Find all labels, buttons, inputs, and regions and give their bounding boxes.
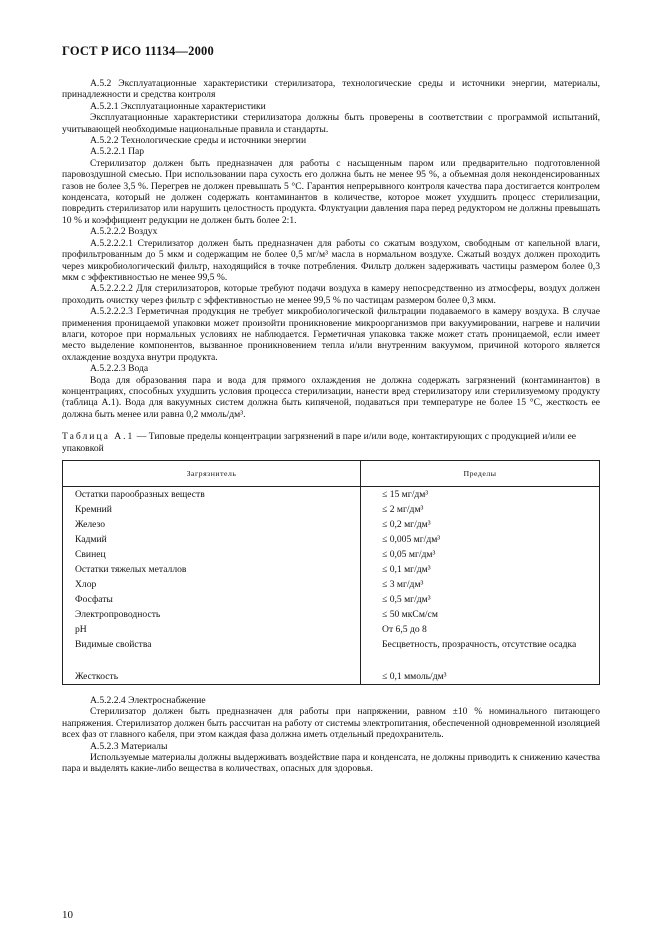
contaminant-cell: pH	[63, 622, 361, 637]
paragraph: А.5.2.2.2.2 Для стерилизаторов, которые требуют подачи воздуха в камеру непосредственно из атмосферы, воздух должен проходить очистку через фильтр с эффективностью не менее 99,5 % по частицам размером более 0,3 мкм.	[62, 283, 600, 306]
limit-cell: ≤ 0,05 мг/дм³	[361, 547, 600, 562]
paragraph: Вода для образования пара и вода для прямого охлаждения не должна содержать загрязнений (контаминантов) в концентрациях, способных ухудшить условия процесса стерилизации, нанести вред стерилизатору или стерилизуемому продукту (таблица А.1). Вода для вакуумных систем должна быть кипяченой, подаваться при температуре не более 15 °С, жесткость ее должна быть менее или равна 0,2 ммоль/дм³.	[62, 374, 600, 420]
contaminant-cell: Остатки тяжелых металлов	[63, 562, 361, 577]
contaminant-limits-table	[62, 460, 600, 685]
table-caption-label: Таблица А.1	[62, 431, 135, 443]
contaminant-cell: Кадмий	[63, 532, 361, 547]
limit-cell: ≤ 50 мкСм/см	[361, 607, 600, 622]
paragraph: Стерилизатор должен быть предназначен для работы при напряжении, равном ±10 % номинального питающего напряжения. Стерилизатор должен быть рассчитан на работу от системы электропитания, обеспеченной одновременной изоляцией всех фаз от главного кабеля, при этом каждая фаза должна иметь отдельный предохранитель.	[62, 706, 600, 741]
limit-cell: ≤ 0,2 мг/дм³	[361, 517, 600, 532]
limit-cell: ≤ 0,5 мг/дм³	[361, 592, 600, 607]
limit-cell: От 6,5 до 8	[361, 622, 600, 637]
table-row	[63, 669, 600, 685]
contaminant-cell: Остатки парообразных веществ	[63, 487, 361, 503]
contaminant-cell: Электропроводность	[63, 607, 361, 622]
contaminant-cell: Хлор	[63, 577, 361, 592]
column-header-limits: Пределы	[361, 461, 600, 487]
paragraph: Эксплуатационные характеристики стерилизатора должны быть проверены в соответствии с программой испытаний, учитывающей необходимые национальные правила и стандарты.	[62, 112, 600, 135]
table-row	[63, 547, 600, 562]
paragraph: А.5.2.2.2 Воздух	[90, 226, 158, 238]
body-top	[62, 78, 600, 420]
paragraph: Стерилизатор должен быть предназначен для работы с насыщенным паром или предварительно подготовленной паровоздушной смесью. При использовании пара сухость его должна быть не менее 95 %, а объемная доля неконденсированных газов не более 3,5 %. Перегрев не должен превышать 5 °С. Гарантия непрерывного контроля качества пара достигается контролем конденсата, который не должен содержать контаминантов в количестве, которое может ухудшить процесс стерилизации, повредить стерилизатор или нарушить целостность продукта. Флуктуации давления пара перед редуктором не должны превышать 10 % и коэффициент редукции не должен быть более 2:1.	[62, 157, 600, 226]
paragraph: А.5.2.2.4 Электроснабжение	[90, 695, 206, 706]
contaminant-cell: Видимые свойства	[63, 637, 361, 669]
paragraph: А.5.2.3 Материалы	[90, 740, 168, 752]
paragraph: А.5.2.2.1 Пар	[90, 146, 145, 158]
table-row	[63, 622, 600, 637]
limit-cell: ≤ 2 мг/дм³	[361, 502, 600, 517]
paragraph: А.5.2.2.3 Вода	[90, 363, 149, 375]
limit-cell: Бесцветность, прозрачность, отсутствие осадка	[361, 637, 600, 669]
limit-cell: ≤ 3 мг/дм³	[361, 577, 600, 592]
table-row	[63, 562, 600, 577]
paragraph: А.5.2.2 Технологические среды и источники энергии	[90, 135, 307, 147]
paragraph: А.5.2.1 Эксплуатационные характеристики	[90, 100, 266, 112]
table-header-row	[63, 461, 600, 487]
limit-cell: ≤ 15 мг/дм³	[361, 487, 600, 503]
table-row	[63, 517, 600, 532]
body-bottom	[62, 695, 600, 775]
page-header: ГОСТ Р ИСО 11134—2000	[62, 44, 214, 58]
contaminant-cell: Свинец	[63, 547, 361, 562]
limit-cell: ≤ 0,1 ммоль/дм³	[361, 669, 600, 685]
contaminant-cell: Железо	[63, 517, 361, 532]
table-row	[63, 487, 600, 503]
paragraph: А.5.2.2.2.1 Стерилизатор должен быть предназначен для работы со сжатым воздухом, свободным от капельной влаги, профильтрованным до 5 мкм и содержащим не более 0,5 мг/м³ масла в нормальном воздухе. Сжатый воздух должен проходить через микробиологический фильтр, находящийся в точке потребления. Фильтр должен задерживать частицы размером более 0,3 мкм с эффективностью не менее 99,5 %.	[62, 237, 600, 283]
paragraph: Используемые материалы должны выдерживать воздействие пара и конденсата, не должны приводить к снижению качества пара и выделять какие-либо вещества в количествах, опасных для здоровья.	[62, 752, 600, 775]
contaminant-cell: Фосфаты	[63, 592, 361, 607]
page-number: 10	[62, 909, 73, 921]
table-row	[63, 607, 600, 622]
contaminant-cell: Кремний	[63, 502, 361, 517]
table-caption-text: — Типовые пределы концентрации загрязнений в паре и/или воде, контактирующих с продукцией и/или ее упаковкой	[62, 431, 576, 454]
paragraph: А.5.2.2.2.3 Герметичная продукция не требует микробиологической фильтрации подаваемого в камеру воздуха. В случае применения проницаемой упаковки может произойти проникновение микроорганизмов при вакуумировании, нагреве и наличии влаги, которое при нормальных условиях не наблюдается. Герметичная упаковка также может стать проницаемой, если имеет место выделение компонентов, вызванное проникновением тепла и/или внутренним вакуумом, причиной которого является охлаждение воздуха внутри продукта.	[62, 306, 600, 363]
table-row	[63, 592, 600, 607]
table-caption	[62, 431, 600, 454]
limit-cell: ≤ 0,1 мг/дм³	[361, 562, 600, 577]
table-row	[63, 502, 600, 517]
column-header-contaminant: Загрязнитель	[63, 461, 361, 487]
table-row	[63, 637, 600, 669]
paragraph: А.5.2 Эксплуатационные характеристики стерилизатора, технологические среды и источники энергии, материалы, принадлежности и средства контроля	[62, 78, 600, 101]
contaminant-cell: Жесткость	[63, 669, 361, 685]
document-page	[62, 44, 600, 775]
table-row	[63, 532, 600, 547]
table-row	[63, 577, 600, 592]
limit-cell: ≤ 0,005 мг/дм³	[361, 532, 600, 547]
